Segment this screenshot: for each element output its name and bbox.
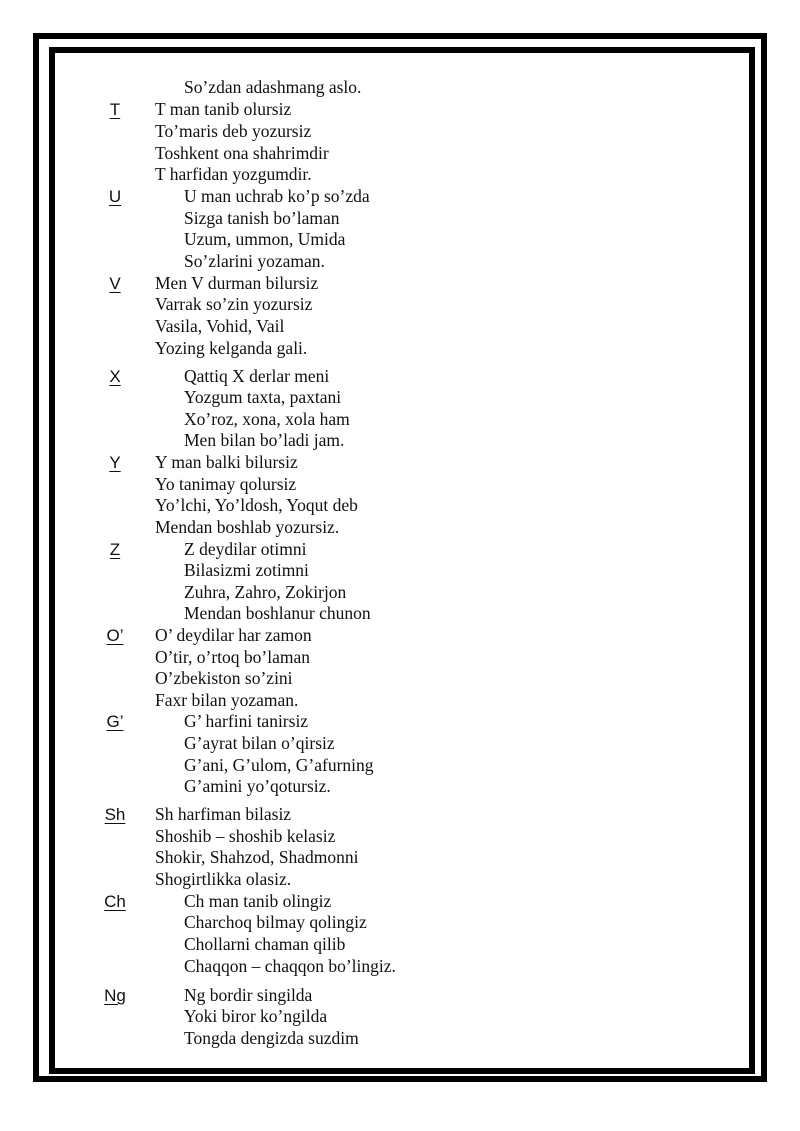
poem-line: Toshkent ona shahrimdir: [155, 143, 329, 163]
section-letter-ng: Ng: [104, 986, 126, 1005]
poem-line: Charchoq bilmay qolingiz: [184, 912, 367, 932]
poem-line: G’ harfini tanirsiz: [184, 711, 309, 731]
section-letter-u: U: [108, 187, 122, 206]
poem-line: Ng bordir singilda: [184, 985, 313, 1005]
poem-line: U man uchrab ko’p so’zda: [184, 186, 370, 206]
poem-line: Varrak so’zin yozursiz: [155, 294, 313, 314]
poem-line: Sizga tanish bo’laman: [184, 208, 340, 228]
poem-line: G’amini yo’qotursiz.: [184, 776, 331, 796]
poem-line: O’ deydilar har zamon: [155, 625, 312, 645]
poem-line: G’ayrat bilan o’qirsiz: [184, 733, 335, 753]
poem-line: Zuhra, Zahro, Zokirjon: [184, 582, 347, 602]
section-letter-o-apostrophe: O’: [106, 626, 124, 645]
poem-line: Shoshib – shoshib kelasiz: [155, 826, 336, 846]
section-letter-y: Y: [109, 453, 121, 472]
poem-line: Z deydilar otimni: [184, 539, 307, 559]
poem-line: Faxr bilan yozaman.: [155, 690, 299, 710]
poem-line: Mendan boshlanur chunon: [184, 603, 371, 623]
poem-line: Men V durman bilursiz: [155, 273, 319, 293]
poem-line: Chollarni chaman qilib: [184, 934, 346, 954]
poem-line: Yo tanimay qolursiz: [155, 474, 297, 494]
section-letter-z: Z: [109, 540, 121, 559]
poem-line: O’tir, o’rtoq bo’laman: [155, 647, 310, 667]
section-letter-v: V: [109, 274, 121, 293]
poem-line: Ch man tanib olingiz: [184, 891, 332, 911]
poem-line: Yo’lchi, Yo’ldosh, Yoqut deb: [155, 495, 358, 515]
poem-line: T harfidan yozgumdir.: [155, 164, 312, 184]
poem-line: Uzum, ummon, Umida: [184, 229, 346, 249]
poem-line: Yozing kelganda gali.: [155, 338, 308, 358]
poem-line: Tongda dengizda suzdim: [184, 1028, 359, 1048]
poem-line: Chaqqon – chaqqon bo’lingiz.: [184, 956, 396, 976]
poem-line: Y man balki bilursiz: [155, 452, 298, 472]
poem-line: T man tanib olursiz: [155, 99, 292, 119]
section-letter-x: X: [109, 367, 121, 386]
poem-line: Bilasizmi zotimni: [184, 560, 309, 580]
poem-line: Mendan boshlab yozursiz.: [155, 517, 340, 537]
poem-line: Shogirtlikka olasiz.: [155, 869, 292, 889]
poem-line: To’maris deb yozursiz: [155, 121, 312, 141]
poem-line: Vasila, Vohid, Vail: [155, 316, 285, 336]
section-letter-ch: Ch: [104, 892, 126, 911]
section-letter-g-apostrophe: G’: [106, 712, 124, 731]
poem-line: Qattiq X derlar meni: [184, 366, 330, 386]
poem-line: So’zlarini yozaman.: [184, 251, 325, 271]
poem-line: Sh harfiman bilasiz: [155, 804, 292, 824]
section-letter-t: T: [109, 100, 121, 119]
poem-line: Men bilan bo’ladi jam.: [184, 430, 345, 450]
poem-line: Shokir, Shahzod, Shadmonni: [155, 847, 359, 867]
poem-line: G’ani, G’ulom, G’afurning: [184, 755, 374, 775]
poem-line: Yoki biror ko’ngilda: [184, 1006, 328, 1026]
section-letter-sh: Sh: [104, 805, 126, 824]
poem-lead-line: So’zdan adashmang aslo.: [184, 77, 362, 97]
poem-line: Xo’roz, xona, xola ham: [184, 409, 350, 429]
poem-line: Yozgum taxta, paxtani: [184, 387, 342, 407]
poem-line: O’zbekiston so’zini: [155, 668, 293, 688]
